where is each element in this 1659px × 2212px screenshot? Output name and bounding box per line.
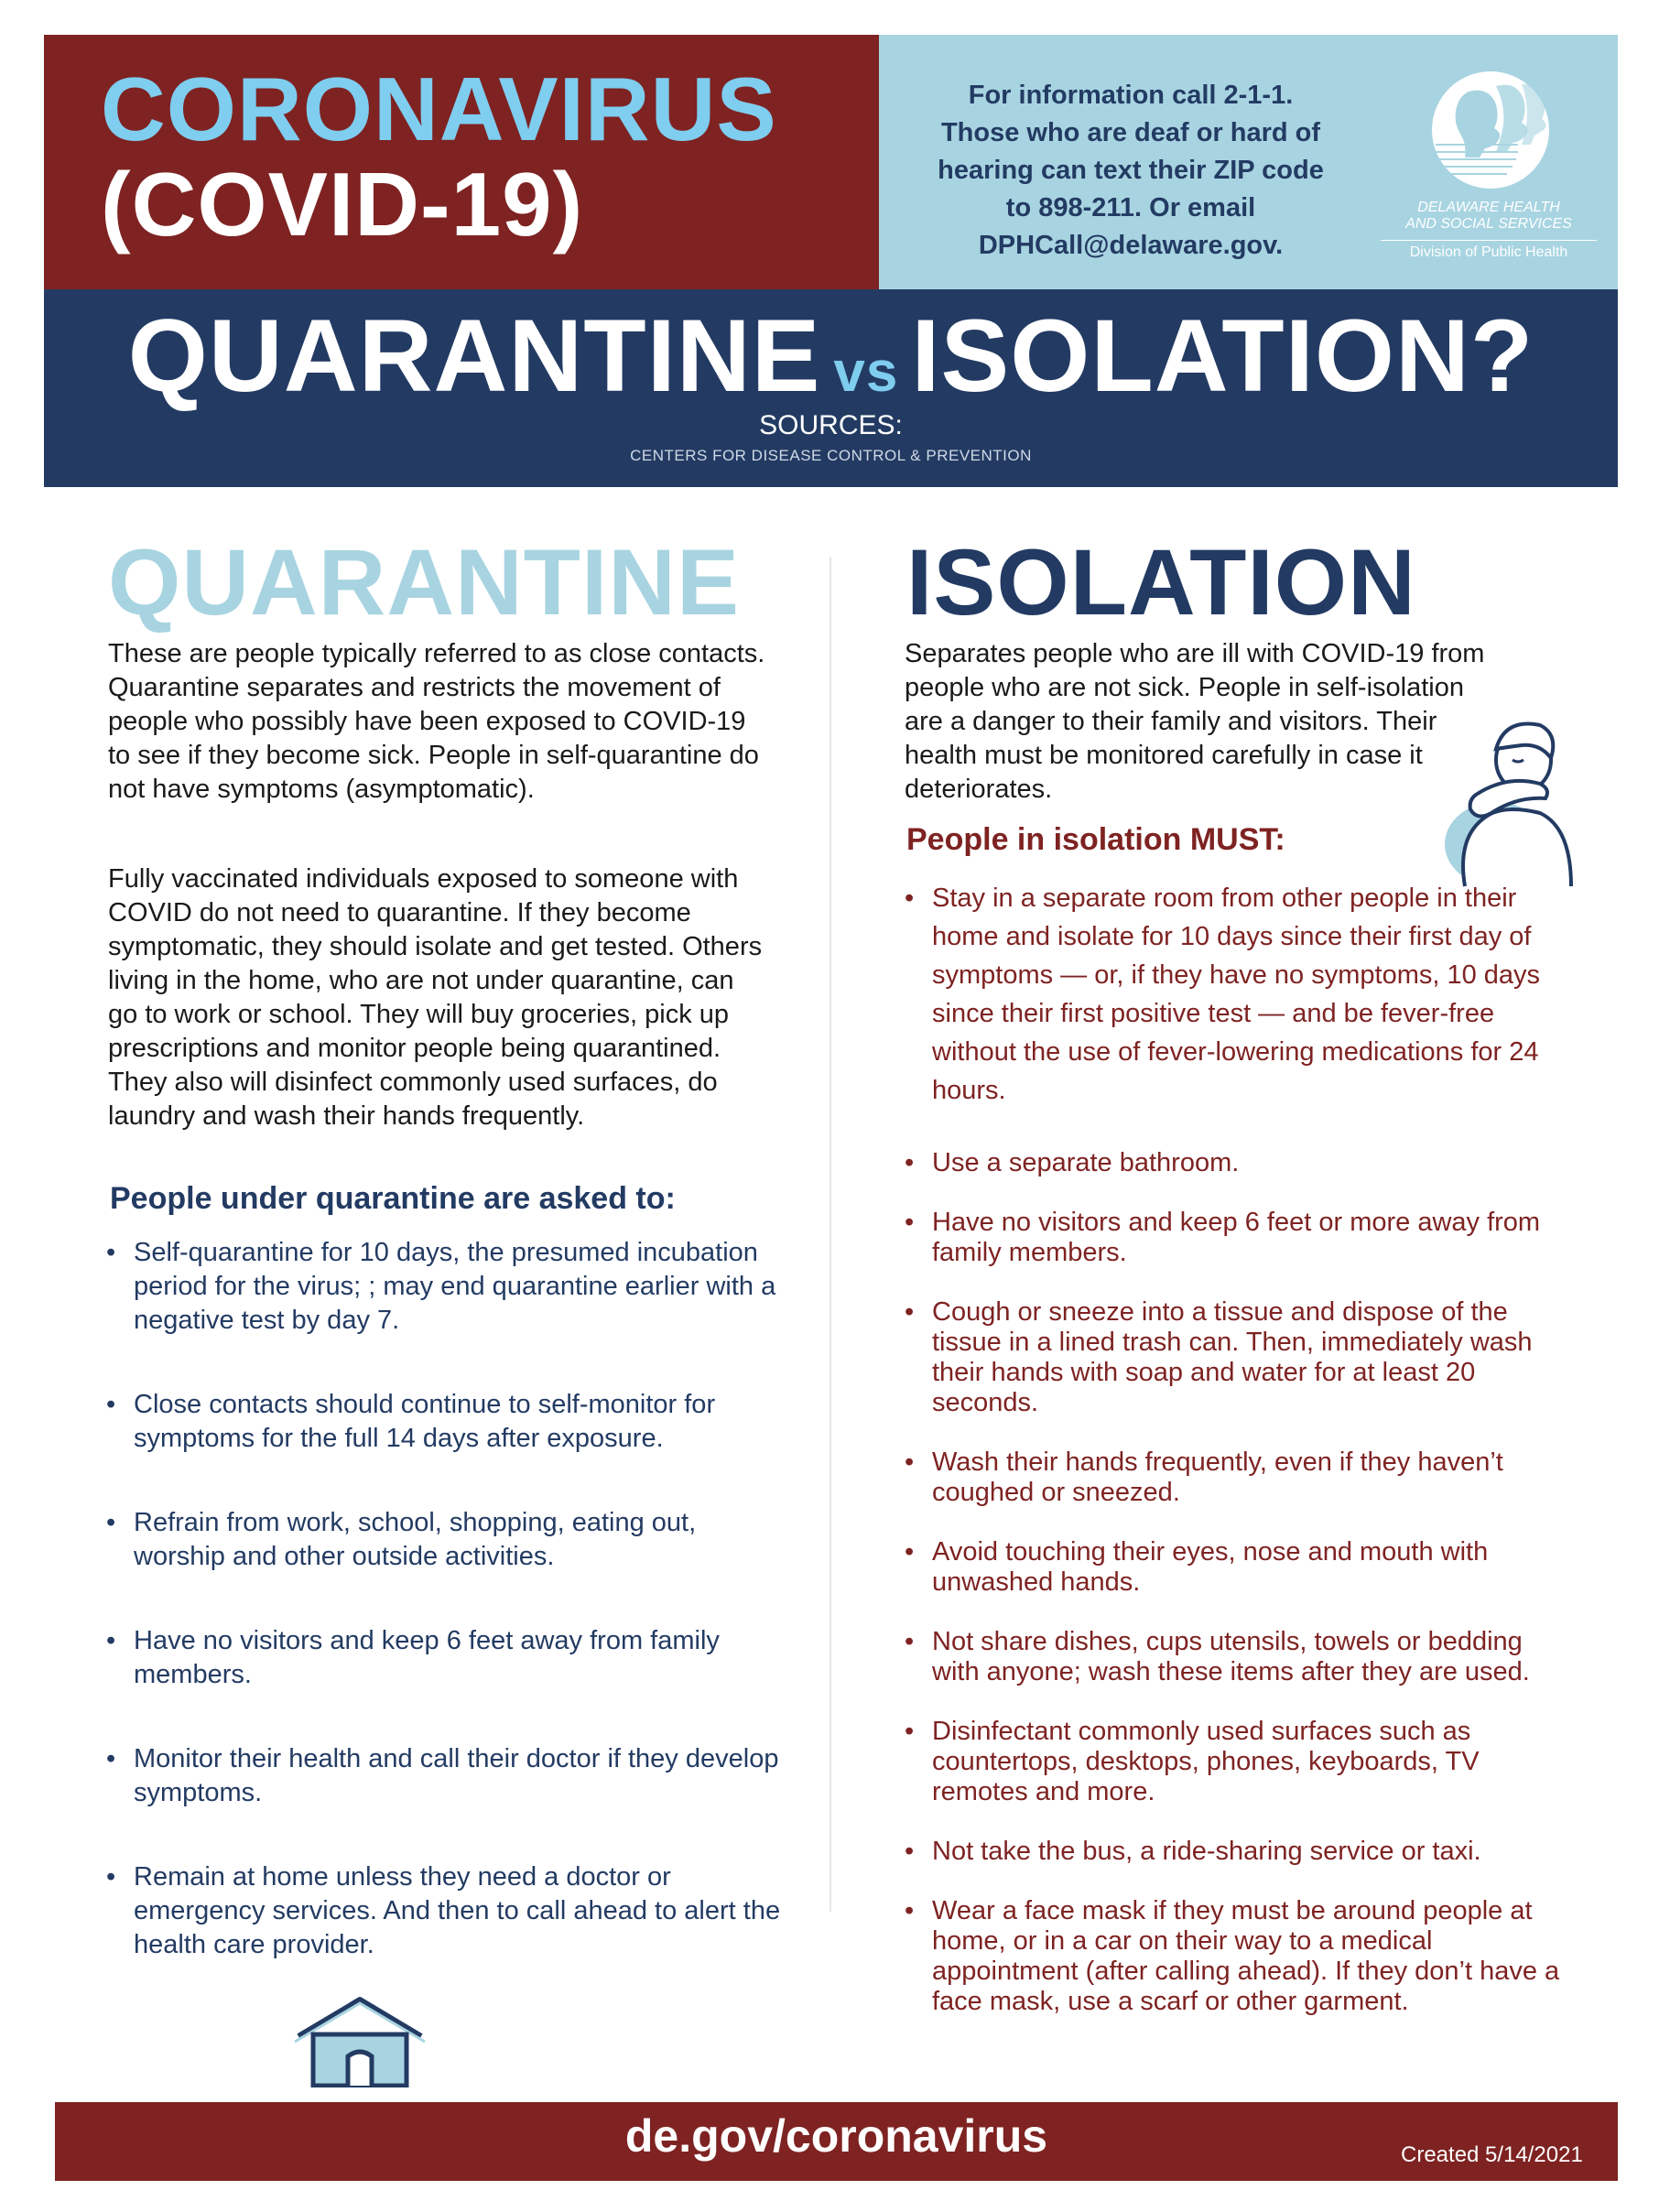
title-coronavirus: CORONAVIRUS	[101, 59, 777, 159]
list-item: • Not share dishes, cups utensils, towels or bedding with anyone; wash these items after they are used.	[905, 1627, 1564, 1687]
quarantine-list	[106, 1236, 784, 2012]
column-divider	[830, 557, 831, 1912]
isolation-list	[905, 879, 1564, 2046]
sources-label: SOURCES:	[759, 410, 903, 440]
logo-agency-name	[1381, 200, 1597, 233]
quarantine-vaccinated-note: Fully vaccinated individuals exposed to someone with COVID do not need to quarantine. If they become symptomatic, they should isolate and get tested. Others living in the home, who are not under quarantine, can go to work or school. They will buy groceries, pick up prescriptions and monitor people being quarantined. They also will disinfect commonly used surfaces, do laundry and wash their hands frequently.	[108, 864, 763, 1131]
isolation-heading: ISOLATION	[906, 530, 1416, 634]
banner-quarantine: QUARANTINE	[127, 298, 821, 413]
list-item: • Wash their hands frequently, even if they haven’t coughed or sneezed.	[905, 1448, 1564, 1508]
list-item: • Avoid touching their eyes, nose and mouth with unwashed hands.	[905, 1537, 1564, 1598]
list-item: • Refrain from work, school, shopping, eating out, worship and other outside activities.	[106, 1506, 784, 1574]
banner-isolation: ISOLATION?	[911, 298, 1534, 413]
list-item: • Stay in a separate room from other people in their home and isolate for 10 days since their first day of symptoms — or, if they have no symptoms, 10 days since their first positive test — and be fever-free without the use of fever-lowering medications for 24 hours.	[905, 879, 1564, 1110]
list-item: • Use a separate bathroom.	[905, 1148, 1564, 1178]
quarantine-intro: These are people typically referred to as close contacts. Quarantine separates and restricts the movement of people who possibly have been exposed to COVID-19 to see if they become sick. People in self-quarantine do not have symptoms (asymptomatic).	[108, 639, 765, 804]
sources-org: CENTERS FOR DISEASE CONTROL & PREVENTION	[630, 447, 1032, 464]
list-item: • Cough or sneeze into a tissue and dispose of the tissue in a lined trash can. Then, immediately wash their hands with soap and water for at least 20 seconds.	[905, 1297, 1564, 1418]
info-line-2: Those who are deaf or hard of	[940, 118, 1321, 147]
dhss-logo-icon	[1381, 64, 1600, 266]
banner-title	[44, 298, 1618, 413]
list-item: • Not take the bus, a ride-sharing service or taxi.	[905, 1837, 1564, 1867]
info-line-1: For information call 2-1-1.	[968, 81, 1294, 110]
isolation-intro: Separates people who are ill with COVID-19 from people who are not sick. People in self-isolation are a danger to their family and visitors. Their health must be monitored carefully in case it deteriorates.	[905, 639, 1485, 804]
footer-website-link[interactable]: de.gov/coronavirus	[624, 2110, 1048, 2162]
house-icon	[291, 1996, 428, 2087]
list-item: • Close contacts should continue to self-monitor for symptoms for the full 14 days after exposure.	[106, 1388, 784, 1456]
coughing-person-icon	[1428, 707, 1593, 890]
logo-division-name: Division of Public Health	[1381, 240, 1597, 261]
list-item: • Monitor their health and call their doctor if they develop symptoms.	[106, 1742, 784, 1810]
info-line-3: hearing can text their ZIP code	[938, 156, 1324, 185]
info-line-4: to 898-211. Or email	[1005, 193, 1256, 222]
list-item: • Have no visitors and keep 6 feet away from family members.	[106, 1624, 784, 1692]
list-item: • Remain at home unless they need a doctor or emergency services. And then to call ahead to alert the health care provider.	[106, 1860, 784, 1962]
quarantine-subheading: People under quarantine are asked to:	[110, 1181, 676, 1216]
info-line-5: DPHCall@delaware.gov.	[978, 231, 1284, 260]
list-item: • Self-quarantine for 10 days, the presumed incubation period for the virus; ; may end quarantine earlier with a negative test by day 7.	[106, 1236, 784, 1338]
list-item: • Have no visitors and keep 6 feet or more away from family members.	[905, 1208, 1564, 1268]
footer-created-date: Created 5/14/2021	[1401, 2142, 1583, 2167]
isolation-subheading: People in isolation MUST:	[906, 822, 1285, 857]
title-covid19: (COVID-19)	[101, 154, 584, 255]
contact-info	[902, 77, 1360, 265]
logo-text-line-1: DELAWARE HEALTH	[1417, 200, 1560, 215]
banner-vs: vs	[833, 341, 899, 404]
logo-text-line-2: AND SOCIAL SERVICES	[1405, 216, 1572, 232]
list-item: • Wear a face mask if they must be around people at home, or in a car on their way to a medical appointment (after calling ahead). If they don’t have a face mask, use a scarf or other garment.	[905, 1896, 1564, 2017]
list-item: • Disinfectant commonly used surfaces such as countertops, desktops, phones, keyboards, TV remotes and more.	[905, 1717, 1564, 1807]
quarantine-heading: QUARANTINE	[108, 530, 740, 634]
